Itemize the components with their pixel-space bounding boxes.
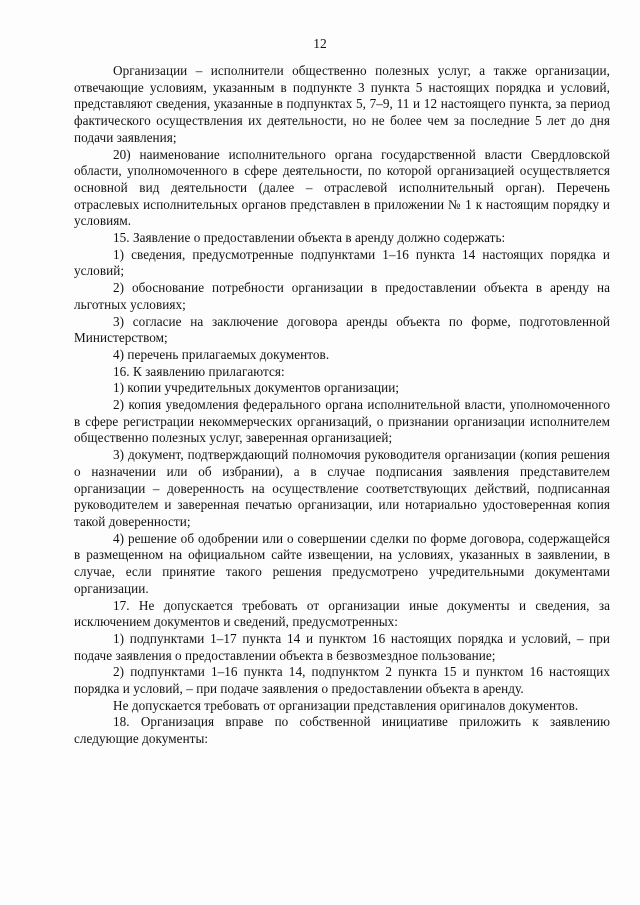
paragraph-16-item-2: 2) копия уведомления федерального органа исполнительной власти, уполномоченного в сфере регистрации некоммерческих организаций, о признании организации исполнителем общественно полезных услуг, заверенная организацией; bbox=[74, 397, 610, 446]
paragraph-16-item-1: 1) копии учредительных документов организации; bbox=[113, 380, 400, 396]
document-body bbox=[74, 63, 610, 748]
paragraph-section-16: 16. К заявлению прилагаются: bbox=[113, 363, 285, 379]
paragraph-item-20: 20) наименование исполнительного органа государственной власти Свердловской области, уполномоченного в сфере деятельности, по которой организацией осуществляется основной вид деятельности (далее – отраслевой исполнительный орган). Перечень отраслевых исполнительных органов представлен в приложении № 1 к настоящим порядку и условиям. bbox=[74, 146, 610, 229]
paragraph-17-item-2: 2) подпунктами 1–16 пункта 14, подпунктом 2 пункта 15 и пунктом 16 настоящих порядка и условий, – при подаче заявления о предоставлении объекта в аренду. bbox=[74, 664, 610, 697]
paragraph-17-originals: Не допускается требовать от организации представления оригиналов документов. bbox=[113, 697, 579, 713]
paragraph-section-17: 17. Не допускается требовать от организации иные документы и сведения, за исключением документов и сведений, предусмотренных: bbox=[74, 597, 610, 630]
paragraph-16-item-4: 4) решение об одобрении или о совершении сделки по форме договора, содержащейся в размещенном на официальном сайте извещении, на условиях, указанных в заявлении, в случае, если принятие такого решения предусмотрено учредительными документами организации. bbox=[74, 530, 610, 596]
paragraph-section-18: 18. Организация вправе по собственной инициативе приложить к заявлению следующие документы: bbox=[74, 714, 610, 747]
paragraph-15-item-2: 2) обоснование потребности организации в предоставлении объекта в аренду на льготных условиях; bbox=[74, 280, 610, 312]
paragraph-17-item-1: 1) подпунктами 1–17 пункта 14 и пунктом 16 настоящих порядка и условий, – при подаче заявления о предоставлении объекта в безвозмездное пользование; bbox=[74, 630, 610, 663]
paragraph-section-15: 15. Заявление о предоставлении объекта в аренду должно содержать: bbox=[113, 230, 506, 246]
paragraph-16-item-3: 3) документ, подтверждающий полномочия руководителя организации (копия решения о назначении или об избрании), а в случае подписания заявления представителем организации – доверенность на осуществление соответствующих действий, подписанная руководителем и заверенная печатью организации, или нотариально удостоверенная копия такой доверенности; bbox=[74, 447, 610, 529]
paragraph-15-item-4: 4) перечень прилагаемых документов. bbox=[113, 346, 330, 362]
paragraph-15-item-1: 1) сведения, предусмотренные подпунктами 1–16 пункта 14 настоящих порядка и условий; bbox=[74, 246, 610, 279]
page-number: 12 bbox=[313, 36, 327, 51]
paragraph-15-item-3: 3) согласие на заключение договора аренды объекта по форме, подготовленной Министерством; bbox=[74, 313, 610, 346]
paragraph-reporting-period: Организации – исполнители общественно полезных услуг, а также организации, отвечающие условиям, указанным в подпункте 3 пункта 5 настоящих порядка и условий, представляют сведения, указанные в подпунктах 5, 7–9, 11 и 12 настоящего пункта, за период фактического осуществления их деятельности, но не более чем за последние 5 лет до дня подачи заявления; bbox=[74, 63, 610, 145]
